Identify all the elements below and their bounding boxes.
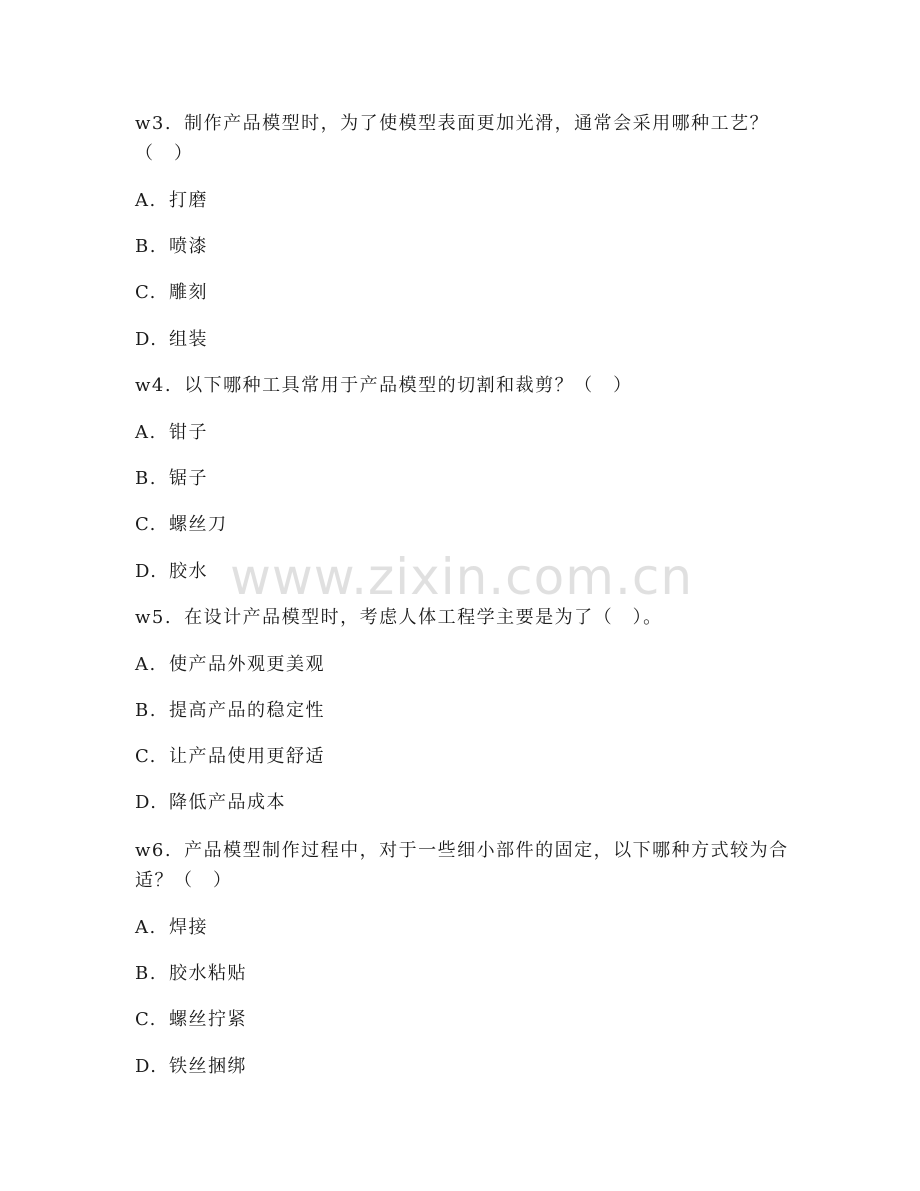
option-a: [135, 421, 775, 445]
option-letter: B.: [135, 963, 157, 984]
option-d: [135, 328, 775, 352]
option-text: 提高产品的稳定性: [169, 700, 325, 721]
question-number: w5.: [135, 607, 173, 628]
option-d: [135, 560, 775, 584]
option-letter: B.: [135, 700, 157, 721]
option-letter: D.: [135, 1056, 158, 1077]
option-b: [135, 962, 775, 986]
question-number: w6.: [135, 840, 173, 861]
option-text: 螺丝拧紧: [169, 1009, 247, 1030]
option-a: [135, 916, 775, 940]
question-text: 制作产品模型时，为了使模型表面更加光滑，通常会采用哪种工艺？（ ）: [135, 113, 770, 164]
option-c: [135, 745, 775, 769]
option-letter: B.: [135, 236, 157, 257]
option-letter: A.: [135, 654, 157, 675]
watermark: www.zixin.com.cn: [230, 548, 694, 606]
option-b: [135, 699, 775, 723]
option-a: [135, 653, 775, 677]
option-letter: C.: [135, 746, 157, 767]
option-letter: C.: [135, 282, 157, 303]
question-number: w4.: [135, 375, 173, 396]
option-letter: D.: [135, 329, 158, 350]
option-text: 使产品外观更美观: [169, 654, 325, 675]
option-b: [135, 467, 775, 491]
option-letter: B.: [135, 468, 157, 489]
option-text: 胶水: [169, 561, 208, 582]
option-text: 喷漆: [169, 236, 208, 257]
question-number: w3.: [135, 113, 173, 134]
question-text: 产品模型制作过程中，对于一些细小部件的固定，以下哪种方式较为合适？（ ）: [135, 840, 789, 891]
option-letter: A.: [135, 917, 157, 938]
question-w6: [135, 836, 795, 896]
option-text: 让产品使用更舒适: [169, 746, 325, 767]
option-letter: A.: [135, 190, 157, 211]
option-d: [135, 1055, 775, 1079]
option-a: [135, 189, 775, 213]
option-letter: D.: [135, 792, 158, 813]
option-c: [135, 513, 775, 537]
option-d: [135, 791, 775, 815]
option-text: 螺丝刀: [169, 514, 228, 535]
option-text: 钳子: [169, 422, 208, 443]
option-letter: D.: [135, 561, 158, 582]
option-text: 焊接: [169, 917, 208, 938]
question-w3: [135, 109, 795, 169]
question-text: 在设计产品模型时，考虑人体工程学主要是为了（ ）。: [184, 607, 663, 628]
question-text: 以下哪种工具常用于产品模型的切割和裁剪？（ ）: [184, 375, 633, 396]
option-text: 雕刻: [169, 282, 208, 303]
option-letter: C.: [135, 514, 157, 535]
question-w4: [135, 371, 795, 401]
option-letter: A.: [135, 422, 157, 443]
option-letter: C.: [135, 1009, 157, 1030]
option-text: 锯子: [169, 468, 208, 489]
option-text: 胶水粘贴: [169, 963, 247, 984]
question-w5: [135, 603, 795, 633]
option-text: 打磨: [169, 190, 208, 211]
option-text: 组装: [169, 329, 208, 350]
option-text: 降低产品成本: [169, 792, 286, 813]
option-b: [135, 235, 775, 259]
option-c: [135, 281, 775, 305]
option-text: 铁丝捆绑: [169, 1056, 247, 1077]
option-c: [135, 1008, 775, 1032]
